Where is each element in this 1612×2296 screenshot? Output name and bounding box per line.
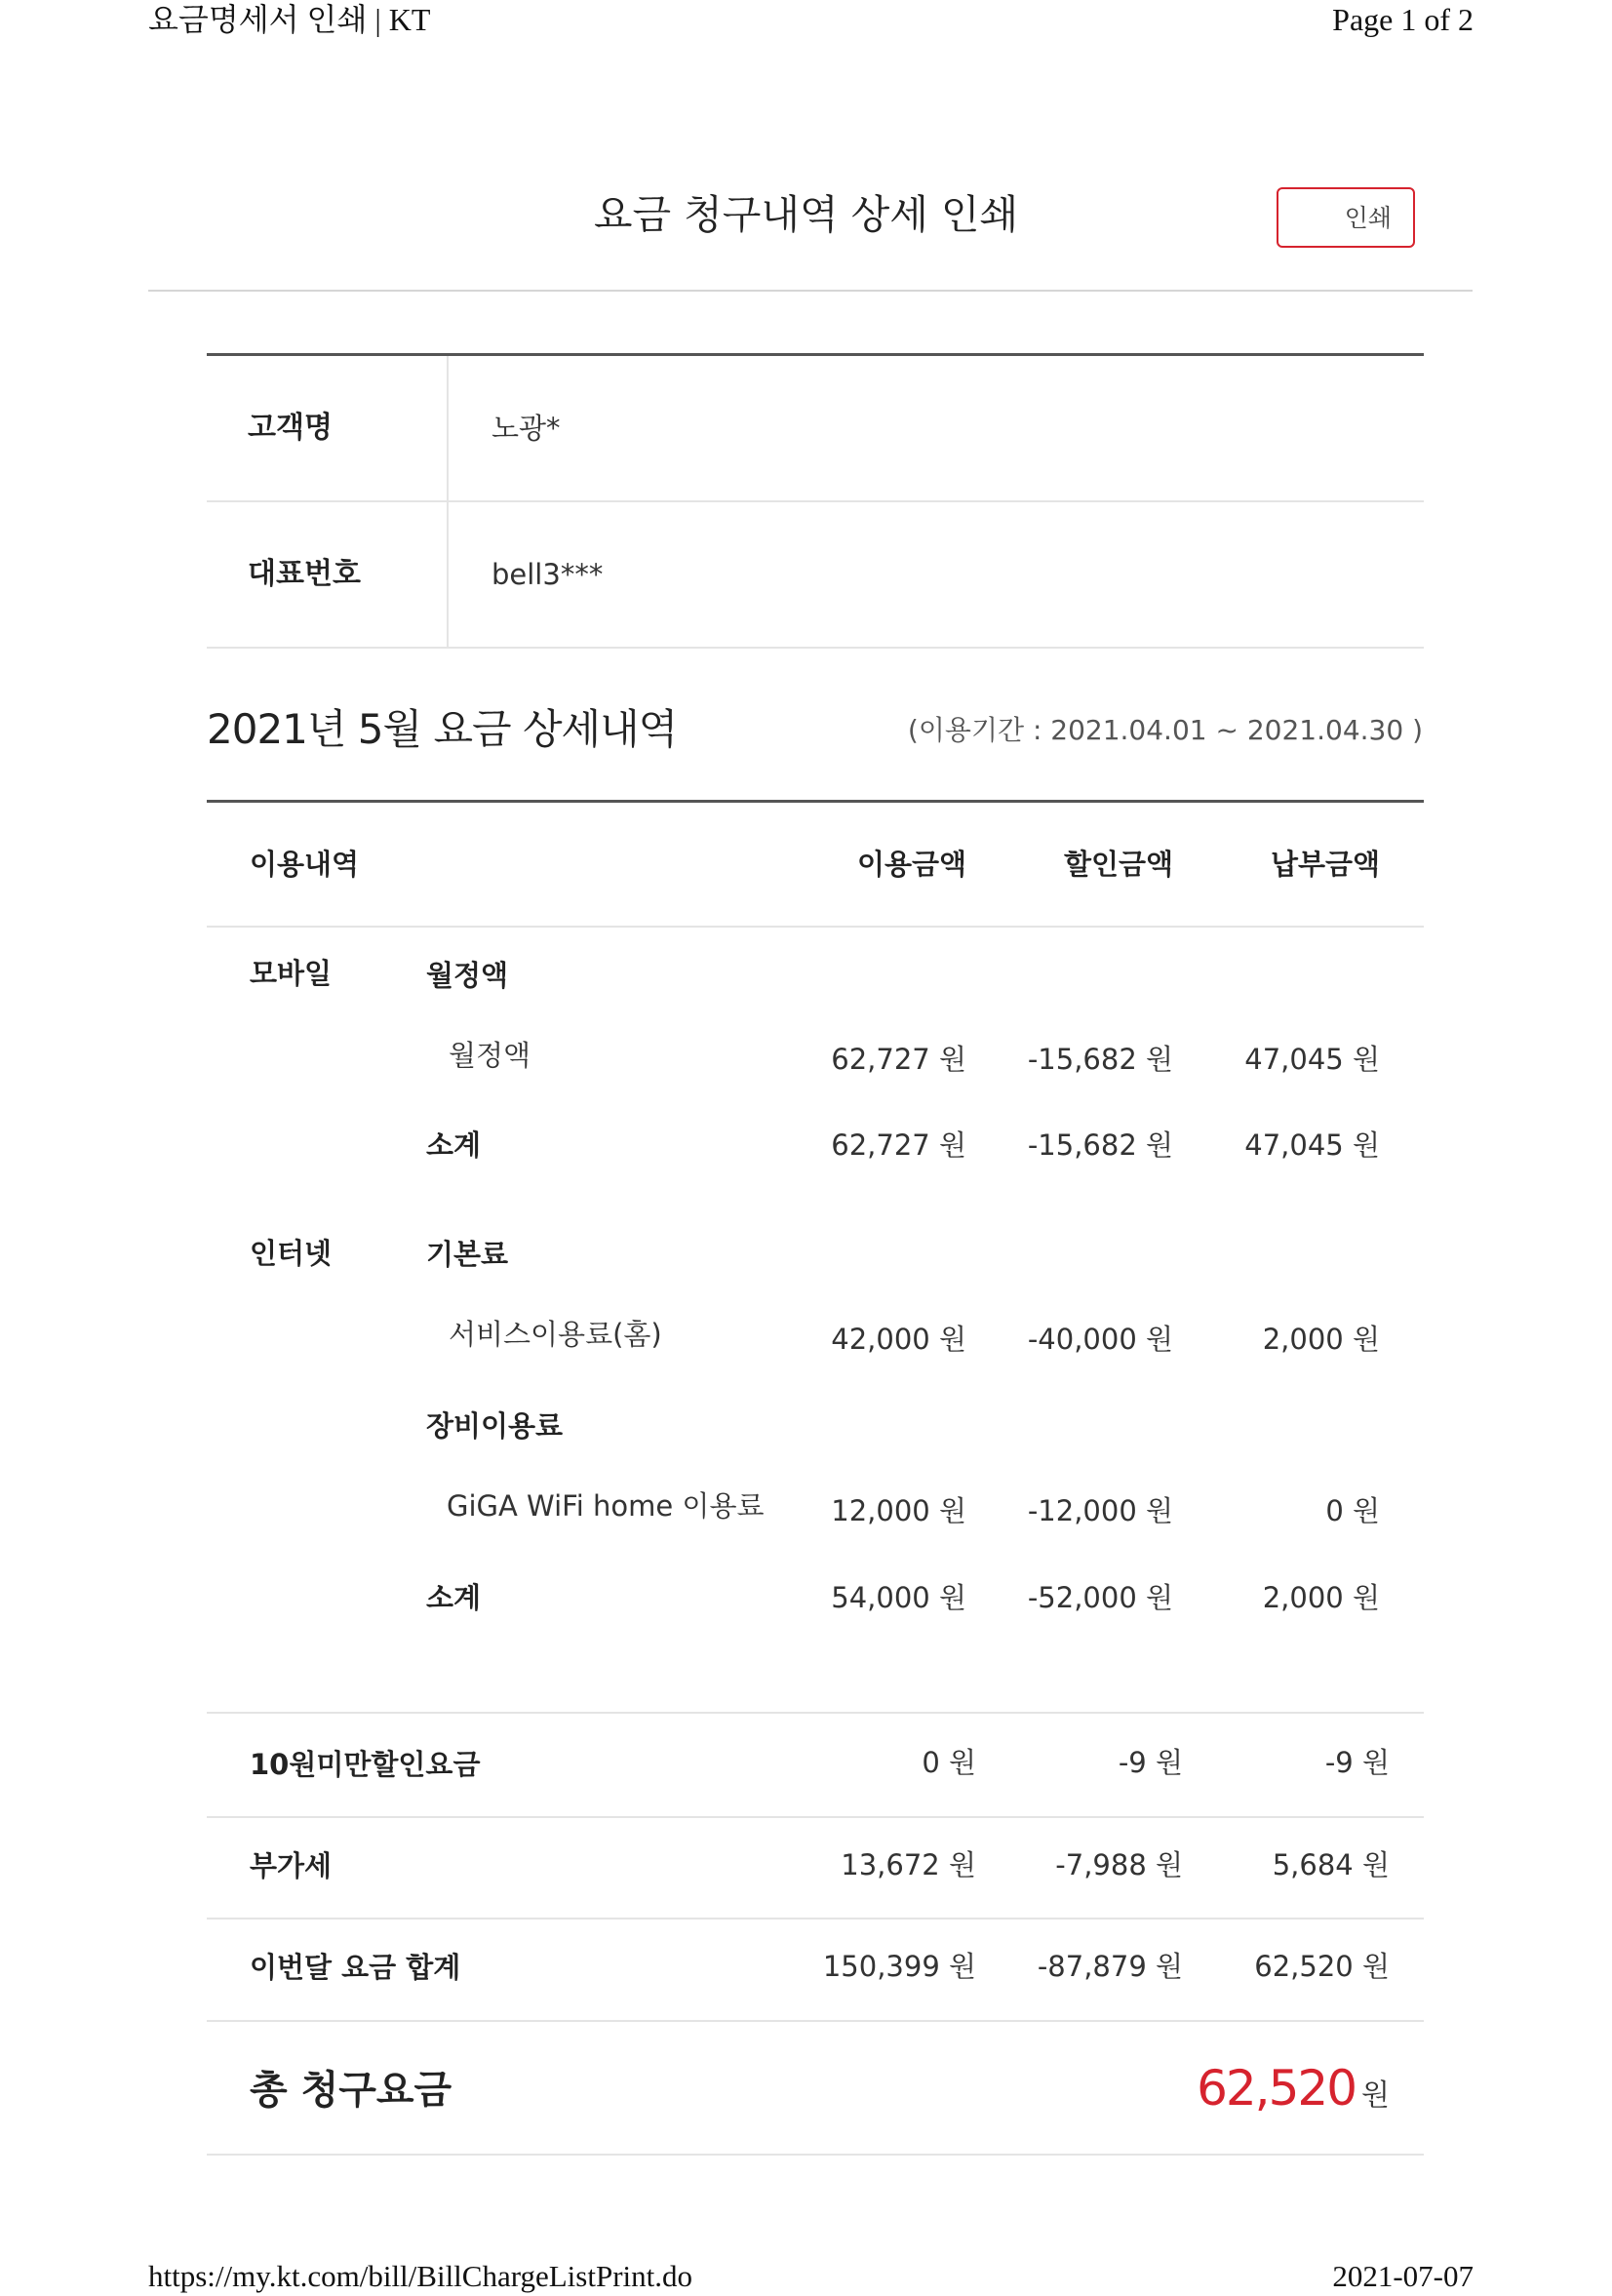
summary-label: 10원미만할인요금 — [250, 1748, 481, 1781]
total-charge-unit: 원 — [1361, 2078, 1390, 2113]
total-charge-label: 총 청구요금 — [250, 2068, 452, 2113]
bill-section-title: 2021년 5월 요금 상세내역 — [207, 705, 678, 753]
customer-number-value: bell3*** — [491, 558, 604, 591]
category-internet: 인터넷 — [250, 1237, 333, 1270]
line-usage: 62,727 원 — [831, 1043, 966, 1076]
line-discount: -12,000 원 — [1027, 1494, 1173, 1527]
summary-label: 이번달 요금 합계 — [250, 1951, 461, 1984]
header-divider — [207, 926, 1424, 928]
summary-usage: 150,399 원 — [822, 1950, 976, 1983]
total-charge-value — [1197, 2054, 1390, 2130]
internet-subtotal-label: 소계 — [426, 1581, 482, 1614]
header-payment: 납부금액 — [1270, 848, 1380, 881]
line-discount: -40,000 원 — [1027, 1323, 1173, 1356]
group-basic-fee: 기본료 — [426, 1238, 509, 1271]
header-discount: 할인금액 — [1063, 848, 1173, 881]
line-usage: 12,000 원 — [831, 1494, 966, 1527]
print-footer-date: 2021-07-07 — [1332, 2259, 1474, 2293]
summary-discount: -7,988 원 — [1055, 1848, 1183, 1881]
mobile-subtotal-label: 소계 — [426, 1128, 482, 1162]
mobile-subtotal-payment: 47,045 원 — [1244, 1128, 1380, 1162]
customer-info-table — [207, 353, 1424, 649]
summary-divider — [207, 1712, 1424, 1714]
print-button[interactable]: 인쇄 — [1277, 187, 1415, 248]
summary-payment: -9 원 — [1324, 1746, 1390, 1779]
customer-number-row — [207, 502, 1424, 649]
line-name: GiGA WiFi home 이용료 — [447, 1489, 765, 1523]
line-discount: -15,682 원 — [1027, 1043, 1173, 1076]
summary-divider — [207, 1816, 1424, 1818]
bill-period: (이용기간 : 2021.04.01 ~ 2021.04.30 ) — [907, 714, 1423, 746]
print-header-page: Page 1 of 2 — [1332, 2, 1474, 37]
summary-discount: -87,879 원 — [1037, 1950, 1183, 1983]
line-payment: 0 원 — [1325, 1494, 1380, 1527]
internet-subtotal-discount: -52,000 원 — [1027, 1581, 1173, 1614]
summary-usage: 0 원 — [922, 1746, 976, 1779]
header-usage: 이용금액 — [856, 848, 966, 881]
line-payment: 2,000 원 — [1262, 1323, 1380, 1356]
category-mobile: 모바일 — [250, 957, 333, 990]
print-header-title: 요금명세서 인쇄 | KT — [148, 2, 431, 37]
group-monthly-fee: 월정액 — [426, 959, 509, 992]
customer-name-value: 노광* — [491, 412, 561, 445]
group-equipment-fee: 장비이용료 — [426, 1409, 564, 1443]
column-divider — [447, 502, 449, 647]
summary-divider — [207, 1918, 1424, 1920]
line-payment: 47,045 원 — [1244, 1043, 1380, 1076]
section-divider — [207, 800, 1424, 803]
summary-label: 부가세 — [250, 1849, 333, 1882]
summary-divider — [207, 2020, 1424, 2022]
internet-subtotal-usage: 54,000 원 — [831, 1581, 966, 1614]
line-usage: 42,000 원 — [831, 1323, 966, 1356]
mobile-subtotal-usage: 62,727 원 — [831, 1128, 966, 1162]
line-name: 월정액 — [449, 1039, 531, 1072]
summary-usage: 13,672 원 — [841, 1848, 976, 1881]
summary-payment: 62,520 원 — [1254, 1950, 1390, 1983]
internet-subtotal-payment: 2,000 원 — [1262, 1581, 1380, 1614]
total-charge-amount: 62,520 — [1197, 2060, 1356, 2117]
customer-name-label: 고객명 — [248, 411, 333, 445]
header-item: 이용내역 — [250, 848, 360, 881]
line-name: 서비스이용료(홈) — [449, 1318, 662, 1351]
summary-payment: 5,684 원 — [1272, 1848, 1390, 1881]
print-footer-url: https://my.kt.com/bill/BillChargeListPrint.do — [148, 2259, 693, 2293]
summary-discount: -9 원 — [1118, 1746, 1183, 1779]
customer-number-label: 대표번호 — [248, 557, 361, 591]
customer-name-row — [207, 353, 1424, 502]
column-divider — [447, 356, 449, 500]
page-title: 요금 청구내역 상세 인쇄 — [593, 191, 1019, 238]
total-divider — [207, 2154, 1424, 2156]
mobile-subtotal-discount: -15,682 원 — [1027, 1128, 1173, 1162]
title-divider — [148, 290, 1473, 292]
